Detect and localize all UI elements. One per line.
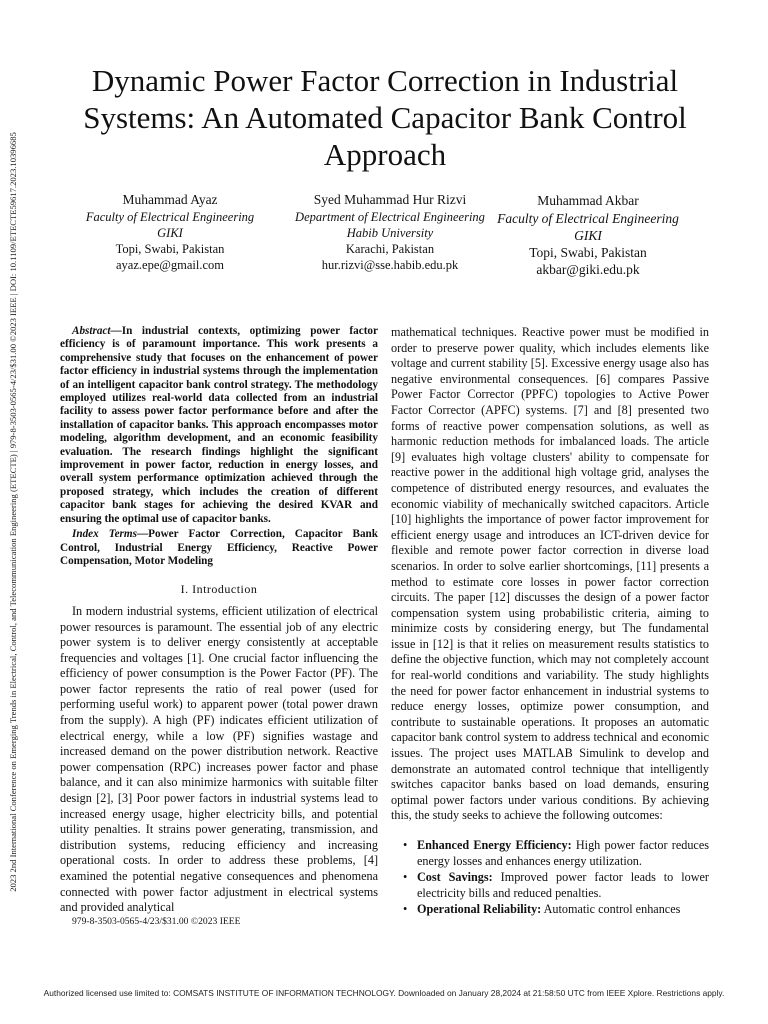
outcome-label: Enhanced Energy Efficiency: [417, 838, 572, 852]
section-heading: I. Introduction [180, 582, 258, 597]
author-location: Topi, Swabi, Pakistan [115, 242, 225, 256]
body-paragraph: mathematical techniques. Reactive power must be modified in order to preserve power quality, which includes elements like voltage and current stability [5]. Excessive energy usage also has negative environmental consequences. [6] compares Passive Power Factor Corrector (PPFC) topologies to Active Power Factor Corrector (APFC) systems. [7] and [8] presented two forms of reactive power compensation solutions, as well as harmonic reduction methods for imbalanced loads. The article [9] evaluates high voltage clusters' ability to compensate for reactive power in the additional high voltage grid, analyses the competence of distributed energy resources, and evaluates the economic viability of mechanically switched capacitors. Article [10] highlights the importance of power factor improvement for efficient energy usage and introduces an ICT-driven device for flexible and remote power factor correction in diverse load scenarios. In order to solve earlier shortcomings, [11] presents a method to estimate core losses in power factor correction circuits. The paper [12] discusses the design of a power factor compensation system using probabilistic criteria, aiming to minimize costs by considering energy, but The fundamental issue in [12] is that it relies on measurement results statistics to define the objective function, which may not completely account for real-world conditions and variability. The study highlights the need for power factor enhancement in industrial systems to reduce energy losses, optimize power consumption, and contribute to sustainable operations. It proposes an automatic capacitor bank control system to address technical and economic issues. The project uses MATLAB Simulink to develop and demonstrate an automated control technique that intelligently switches capacitor banks based on load demands, ensuring optimal power factors under various conditions. By achieving this, the study seeks to achieve the following outcomes: [391, 325, 709, 823]
author-block-3 [488, 192, 688, 278]
author-email: akbar@giki.edu.pk [536, 262, 640, 277]
abstract [60, 325, 378, 526]
author-location: Topi, Swabi, Pakistan [529, 245, 647, 260]
author-email: ayaz.epe@gmail.com [116, 258, 224, 272]
outcome-label: Operational Reliability: [417, 902, 542, 917]
bullet-icon: • [403, 870, 408, 885]
license-footer: Authorized licensed use limited to: COMSATS INSTITUTE OF INFORMATION TECHNOLOGY. Downloaded on January 28,2024 at 21:58:50 UTC from IEEE Xplore. Restrictions apply. [43, 988, 725, 998]
bullet-icon: • [403, 838, 408, 852]
paper-title: Dynamic Power Factor Correction in Industrial Systems: An Automated Capacitor Bank Control Approach [83, 63, 687, 172]
author-block-1 [70, 192, 270, 273]
author-email: hur.rizvi@sse.habib.edu.pk [321, 258, 459, 272]
author-department: Department of Electrical Engineering [295, 210, 485, 224]
author-institution: Habib University [346, 226, 434, 240]
intro-paragraph: In modern industrial systems, efficient utilization of electrical power resources is paramount. The essential job of any electric power system is to deliver energy consistently at acceptable frequencies and voltages [1]. One crucial factor influencing the efficiency of power consumption is the Power Factor (PF). The power factor represents the ratio of real power (used for performing useful work) to apparent power (total power drawn from the supply). A high (PF) indicates efficient utilization of electrical energy, while a low (PF) signifies wastage and increased demand on the power distribution network. Reactive power compensation (RPC) increases power factor and phase balance, and it can also minimize harmonics with suitable filter design [2], [3] Poor power factors in industrial systems lead to increased energy usage, higher electricity bills, and potential utility penalties. It strains power generating, transmission, and distribution systems, reducing efficiency and increasing operational costs. In order to address these problems, [4] examined the potential negative consequences and phenomena connected with power factor adjustment in electrical systems and provided analytical [60, 603, 378, 915]
author-institution: GIKI [157, 226, 183, 240]
outcome-text: Improved power factor leads to lower electricity bills and reduced penalties. [417, 870, 709, 900]
outcome-text: Automatic control enhances [541, 902, 681, 917]
author-department: Faculty of Electrical Engineering [85, 210, 255, 224]
author-name: Syed Muhammad Hur Rizvi [313, 192, 467, 207]
outcome-label: Cost Savings: [417, 870, 493, 885]
abstract-text: —In industrial contexts, optimizing power factor efficiency is of paramount importance. This work presents a comprehensive study that focuses on the enhancement of power factor efficiency in industrial systems through the implementation of an intelligent capacitor bank control strategy. The methodology employed utilizes real-world data collected from an industrial facility to assess power factor performance before and after the installation of capacitor banks. This approach encompasses motor modeling, algorithm development, and an economic feasibility evaluation. The research findings highlight the significant improvement in power factor, reduction in energy losses, and overall system performance optimization achieved through the proposed strategy, which includes the creation of different capacitor bank stages for achieving the desired KVAR and ensuring the optimal use of capacitor banks. [60, 325, 378, 525]
index-terms-text: —Power Factor Correction, Capacitor Bank Control, Industrial Energy Efficiency, Reactive Power Compensation, Motor Modeling [60, 528, 378, 567]
abstract-label: Abstract [72, 325, 111, 337]
side-conference-text: 2023 2nd International Conference on Emerging Trends in Electrical, Control, and Telecommunication Engineering (ETECTE) | 979-8-3503-0565-4/23/$31.00 ©2023 IEEE | DOI: 10.1109/ETECTE59617.2023.10396685 [8, 132, 18, 892]
outcomes-list [391, 838, 709, 918]
list-item [391, 838, 709, 869]
list-item [391, 902, 709, 918]
author-location: Karachi, Pakistan [345, 242, 435, 256]
list-item [391, 870, 709, 901]
author-block-2 [272, 192, 508, 273]
index-terms-label: Index Terms [72, 528, 137, 541]
author-institution: GIKI [574, 228, 602, 243]
author-name: Muhammad Ayaz [122, 192, 218, 207]
right-column [391, 325, 709, 919]
author-department: Faculty of Electrical Engineering [497, 211, 679, 226]
index-terms [60, 528, 378, 568]
outcome-text: High power factor reduces energy losses and enhances energy utilization. [417, 838, 709, 868]
author-name: Muhammad Akbar [537, 193, 639, 208]
left-column [60, 325, 378, 916]
side-doi-strip [0, 0, 26, 1024]
bullet-icon: • [403, 902, 408, 917]
copyright-notice: 979-8-3503-0565-4/23/$31.00 ©2023 IEEE [72, 916, 241, 927]
